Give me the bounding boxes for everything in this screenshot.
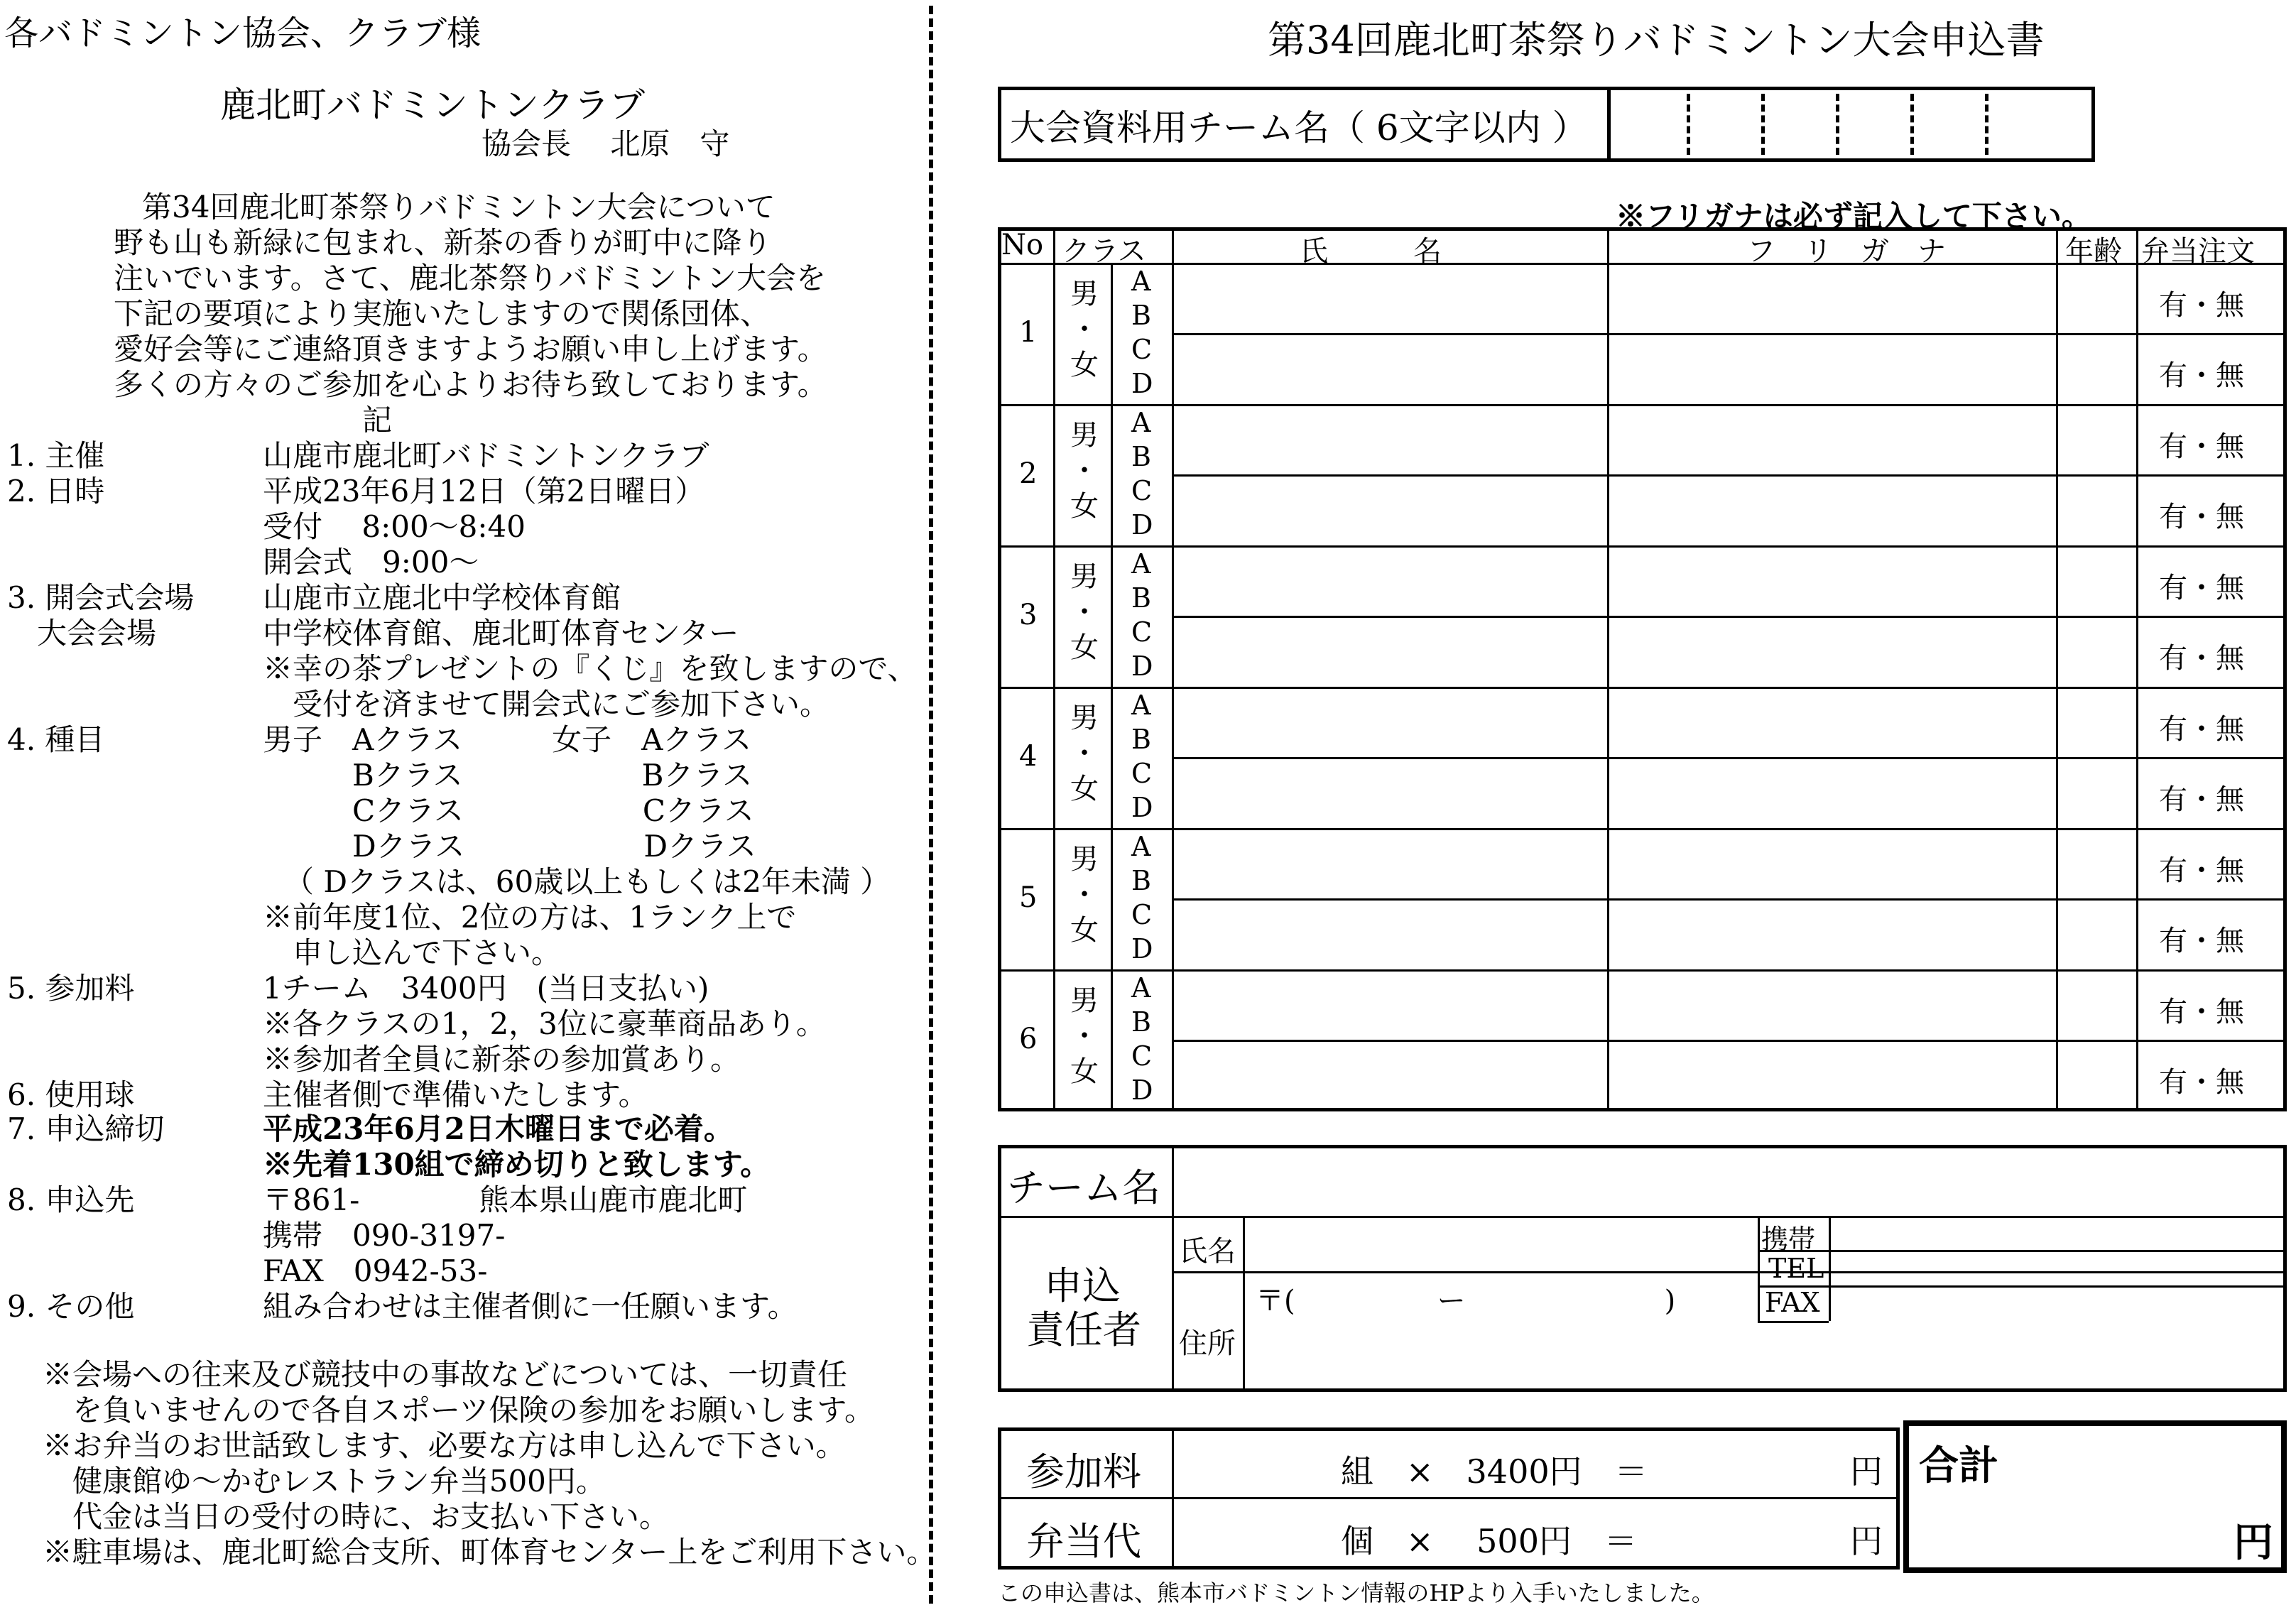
- furigana-field[interactable]: [1616, 834, 2049, 891]
- class-option[interactable]: C: [1131, 475, 1153, 506]
- class-option[interactable]: B: [1131, 724, 1151, 755]
- bento-option[interactable]: 有・無: [2159, 1066, 2244, 1099]
- class-option[interactable]: B: [1131, 1006, 1151, 1038]
- fee-yen: 円: [1850, 1452, 1883, 1491]
- age-field[interactable]: [2063, 268, 2131, 325]
- item-label: 7. 申込締切: [7, 1111, 165, 1146]
- gender-option[interactable]: 女: [1070, 349, 1099, 381]
- row-number: 5: [1019, 881, 1038, 914]
- gender-option[interactable]: 女: [1070, 914, 1099, 947]
- row-number: 6: [1019, 1023, 1038, 1055]
- age-field[interactable]: [2063, 621, 2131, 678]
- class-option[interactable]: B: [1131, 441, 1151, 472]
- item-text: （ Dクラスは、60歳以上もしくは2年未満 ）: [284, 864, 891, 899]
- class-option[interactable]: A: [1131, 831, 1151, 862]
- gender-option[interactable]: 男: [1070, 278, 1099, 310]
- item-text: 主催者側で準備いたします。: [263, 1077, 648, 1112]
- note-line: ※お弁当のお世話致します、必要な方は申し込んで下さい。: [43, 1428, 846, 1463]
- class-option[interactable]: C: [1131, 616, 1153, 648]
- mobile-field[interactable]: [1836, 1219, 2276, 1247]
- item-text: Dクラス Dクラス: [263, 829, 756, 864]
- name-field[interactable]: [1179, 410, 1601, 467]
- item-label: 2. 日時: [7, 474, 105, 508]
- mobile-label: 携帯: [1761, 1224, 1816, 1255]
- furigana-field[interactable]: [1616, 410, 2049, 467]
- gender-option[interactable]: 女: [1070, 631, 1099, 664]
- header-bento: 弁当注文: [2141, 235, 2255, 268]
- furigana-field[interactable]: [1616, 904, 2049, 961]
- responsible-label: 責任者: [1026, 1307, 1141, 1352]
- item-text: 〒861- 熊本県山鹿市鹿北町: [263, 1182, 748, 1217]
- gender-option[interactable]: 女: [1070, 773, 1099, 805]
- name-label: 氏名: [1179, 1235, 1236, 1268]
- name-field[interactable]: [1179, 480, 1601, 537]
- item-text: 山鹿市立鹿北中学校体育館: [263, 580, 621, 615]
- bento-option[interactable]: 有・無: [2159, 996, 2244, 1028]
- fax-label: FAX: [1765, 1287, 1820, 1318]
- item-text: 男子 Aクラス 女子 Aクラス: [263, 722, 752, 757]
- header-age: 年齢: [2065, 235, 2122, 268]
- gender-option[interactable]: ・: [1070, 455, 1099, 487]
- note-line: ※会場への往来及び競技中の事故などについては、一切責任: [43, 1357, 848, 1392]
- cut-line: [929, 6, 933, 1604]
- age-field[interactable]: [2063, 763, 2131, 820]
- row-number: 1: [1019, 316, 1038, 349]
- header-no: No: [1001, 229, 1044, 261]
- age-field[interactable]: [2063, 551, 2131, 608]
- responsible-label: 申込: [1044, 1263, 1121, 1308]
- bento-option[interactable]: 有・無: [2159, 925, 2244, 957]
- name-field[interactable]: [1179, 268, 1601, 325]
- footer-note: この申込書は、熊本市バドミントン情報のHPより入手いたしました。: [998, 1579, 1714, 1606]
- gender-option[interactable]: 男: [1070, 843, 1099, 876]
- bento-option[interactable]: 有・無: [2159, 713, 2244, 746]
- fax-field[interactable]: [1836, 1288, 2276, 1317]
- item-text: 平成23年6月12日（第2日曜日）: [263, 474, 705, 508]
- bento-option[interactable]: 有・無: [2159, 501, 2244, 533]
- item-text: ※幸の茶プレゼントの『くじ』を致しますので、: [263, 651, 918, 686]
- furigana-field[interactable]: [1616, 975, 2049, 1032]
- name-field[interactable]: [1179, 551, 1601, 608]
- gender-option[interactable]: ・: [1070, 1020, 1099, 1053]
- name-field[interactable]: [1179, 975, 1601, 1032]
- item-text: 山鹿市鹿北町バドミントンクラブ: [263, 438, 709, 473]
- class-option[interactable]: D: [1131, 1075, 1153, 1106]
- item-label: 6. 使用球: [7, 1077, 135, 1112]
- item-label: 9. その他: [7, 1289, 135, 1324]
- deadline-text: ※先着130組で締め切りと致します。: [263, 1147, 771, 1182]
- fee-label: 参加料: [1026, 1449, 1141, 1494]
- bento-option[interactable]: 有・無: [2159, 359, 2244, 392]
- class-option[interactable]: D: [1131, 792, 1153, 823]
- note-line: を負いませんので各自スポーツ保険の参加をお願いします。: [43, 1393, 874, 1427]
- furigana-field[interactable]: [1616, 339, 2049, 396]
- gender-option[interactable]: ・: [1070, 737, 1099, 770]
- bento-option[interactable]: 有・無: [2159, 430, 2244, 463]
- age-field[interactable]: [2063, 692, 2131, 749]
- item-text: FAX 0942-53-: [263, 1253, 488, 1288]
- name-field[interactable]: [1179, 692, 1601, 749]
- club-name: 鹿北町バドミントンクラブ: [220, 85, 645, 126]
- total-label: 合計: [1919, 1442, 1998, 1489]
- application-form: [959, 0, 2296, 1610]
- postal-field[interactable]: 〒( ー ): [1256, 1285, 1676, 1317]
- item-text: Cクラス Cクラス: [263, 793, 754, 828]
- class-option[interactable]: A: [1131, 407, 1151, 438]
- class-option[interactable]: C: [1131, 1040, 1153, 1072]
- item-text: 受付を済ませて開会式にご参加下さい。: [263, 687, 830, 722]
- bento-option[interactable]: 有・無: [2159, 289, 2244, 322]
- form-title: 第34回鹿北町茶祭りバドミントン大会申込書: [1268, 18, 2045, 62]
- gender-option[interactable]: ・: [1070, 879, 1099, 911]
- team-name-field-label: チーム名: [1007, 1165, 1160, 1210]
- age-field[interactable]: [2063, 1045, 2131, 1102]
- name-field[interactable]: [1179, 339, 1601, 396]
- gender-option[interactable]: 男: [1070, 419, 1099, 452]
- item-text: 中学校体育館、鹿北町体育センター: [263, 616, 739, 651]
- class-option[interactable]: A: [1131, 266, 1151, 297]
- item-text: 携帯 090-3197-: [263, 1218, 506, 1253]
- address-label: 住所: [1179, 1327, 1236, 1360]
- class-option[interactable]: B: [1131, 865, 1151, 896]
- age-field[interactable]: [2063, 410, 2131, 467]
- header-name: 氏 名: [1300, 235, 1442, 268]
- item-label: 5. 参加料: [7, 971, 135, 1006]
- intro-line: 多くの方々のご参加を心よりお待ち致しております。: [114, 367, 827, 402]
- gender-option[interactable]: ・: [1070, 596, 1099, 629]
- bento-count-field[interactable]: [1193, 1511, 1335, 1554]
- item-label: 4. 種目: [7, 722, 105, 757]
- name-field[interactable]: [1179, 621, 1601, 678]
- gender-option[interactable]: 女: [1070, 490, 1099, 523]
- age-field[interactable]: [2063, 339, 2131, 396]
- furigana-field[interactable]: [1616, 551, 2049, 608]
- note-line: ※駐車場は、鹿北町総合支所、町体育センター上をご利用下さい。: [43, 1535, 937, 1570]
- team-name-label: 大会資料用チーム名（ 6文字以内 ）: [1010, 107, 1588, 148]
- intro-line: 野も山も新緑に包まれ、新茶の香りが町中に降り: [114, 225, 772, 260]
- age-field[interactable]: [2063, 480, 2131, 537]
- name-field[interactable]: [1179, 904, 1601, 961]
- class-option[interactable]: C: [1131, 334, 1153, 365]
- address-field[interactable]: [1250, 1321, 2273, 1378]
- responsible-name-field[interactable]: [1250, 1223, 1751, 1266]
- header-furigana: フ リ ガ ナ: [1747, 235, 1946, 268]
- gender-option[interactable]: 男: [1070, 560, 1099, 593]
- item-label: 1. 主催: [7, 438, 105, 473]
- intro-line: 下記の要項により実施いたしますので関係団体、: [114, 296, 771, 331]
- gender-option[interactable]: 男: [1070, 702, 1099, 734]
- class-option[interactable]: C: [1131, 758, 1153, 789]
- class-option[interactable]: D: [1131, 933, 1153, 964]
- bento-option[interactable]: 有・無: [2159, 572, 2244, 604]
- furigana-field[interactable]: [1616, 692, 2049, 749]
- deadline-text: 平成23年6月2日木曜日まで必着。: [263, 1111, 734, 1146]
- class-option[interactable]: B: [1131, 300, 1151, 331]
- class-option[interactable]: D: [1131, 368, 1153, 399]
- team-name-field[interactable]: [1182, 1158, 2269, 1207]
- item-text: 1チーム 3400円 (当日支払い): [263, 971, 709, 1006]
- item-text: 開会式 9:00〜: [263, 545, 479, 580]
- item-text: ※各クラスの1，2，3位に豪華商品あり。: [263, 1006, 826, 1041]
- age-field[interactable]: [2063, 834, 2131, 891]
- age-field[interactable]: [2063, 975, 2131, 1032]
- fee-formula: 組 × 3400円 ＝: [1341, 1452, 1648, 1491]
- class-option[interactable]: A: [1131, 690, 1151, 721]
- item-label: 大会会場: [7, 616, 157, 651]
- information-column: [0, 0, 937, 1610]
- intro-line: 注いでいます。さて、鹿北茶祭りバドミントン大会を: [114, 261, 826, 295]
- name-field[interactable]: [1179, 1045, 1601, 1102]
- note-line: 代金は当日の受付の時に、お支払い下さい。: [43, 1499, 670, 1534]
- item-label: 3. 開会式会場: [7, 580, 195, 615]
- gender-option[interactable]: ・: [1070, 313, 1099, 346]
- tel-label: TEL: [1768, 1253, 1824, 1284]
- item-label: 8. 申込先: [7, 1182, 135, 1217]
- class-option[interactable]: C: [1131, 899, 1153, 930]
- class-option[interactable]: A: [1131, 548, 1151, 580]
- greeting: 各バドミントン協会、クラブ様: [4, 13, 481, 53]
- bento-yen: 円: [1850, 1522, 1883, 1560]
- intro-line: 第34回鹿北町茶祭りバドミントン大会について: [142, 190, 776, 224]
- name-field[interactable]: [1179, 763, 1601, 820]
- bento-option[interactable]: 有・無: [2159, 854, 2244, 887]
- bento-formula: 個 × 500円 ＝: [1341, 1522, 1637, 1560]
- note-line: 健康館ゆ〜かむレストラン弁当500円。: [43, 1464, 606, 1499]
- furigana-field[interactable]: [1616, 1045, 2049, 1102]
- class-option[interactable]: B: [1131, 582, 1151, 614]
- tel-field[interactable]: [1836, 1254, 2276, 1283]
- header-class: クラス: [1062, 235, 1146, 268]
- bento-fee-label: 弁当代: [1026, 1519, 1141, 1564]
- bento-option[interactable]: 有・無: [2159, 642, 2244, 675]
- ki-heading: 記: [362, 403, 393, 437]
- furigana-field[interactable]: [1616, 621, 2049, 678]
- team-name-input[interactable]: [1619, 103, 2081, 146]
- row-number: 3: [1019, 599, 1038, 631]
- furigana-field[interactable]: [1616, 763, 2049, 820]
- total-yen: 円: [2234, 1519, 2273, 1566]
- item-text: 組み合わせは主催者側に一任願います。: [263, 1289, 798, 1324]
- item-text: ※参加者全員に新茶の参加賞あり。: [263, 1042, 741, 1077]
- intro-line: 愛好会等にご連絡頂きますようお願い申し上げます。: [114, 332, 827, 366]
- gender-option[interactable]: 女: [1070, 1055, 1099, 1088]
- furigana-note: ※フリガナは必ず記入して下さい。: [1616, 199, 2091, 234]
- class-option[interactable]: D: [1131, 651, 1153, 682]
- item-text: 申し込んで下さい。: [263, 935, 562, 970]
- item-text: 受付 8:00〜8:40: [263, 509, 526, 544]
- team-count-field[interactable]: [1193, 1442, 1335, 1484]
- president: 協会長 北原 守: [481, 126, 730, 161]
- furigana-field[interactable]: [1616, 480, 2049, 537]
- row-number: 2: [1019, 457, 1038, 490]
- furigana-field[interactable]: [1616, 268, 2049, 325]
- bento-option[interactable]: 有・無: [2159, 783, 2244, 816]
- class-option[interactable]: A: [1131, 972, 1151, 1003]
- age-field[interactable]: [2063, 904, 2131, 961]
- item-text: ※前年度1位、2位の方は、1ランク上で: [263, 900, 797, 935]
- name-field[interactable]: [1179, 834, 1601, 891]
- class-option[interactable]: D: [1131, 509, 1153, 540]
- row-number: 4: [1019, 740, 1038, 773]
- total-field[interactable]: [1967, 1491, 2223, 1548]
- item-text: Bクラス Bクラス: [263, 758, 753, 793]
- gender-option[interactable]: 男: [1070, 984, 1099, 1017]
